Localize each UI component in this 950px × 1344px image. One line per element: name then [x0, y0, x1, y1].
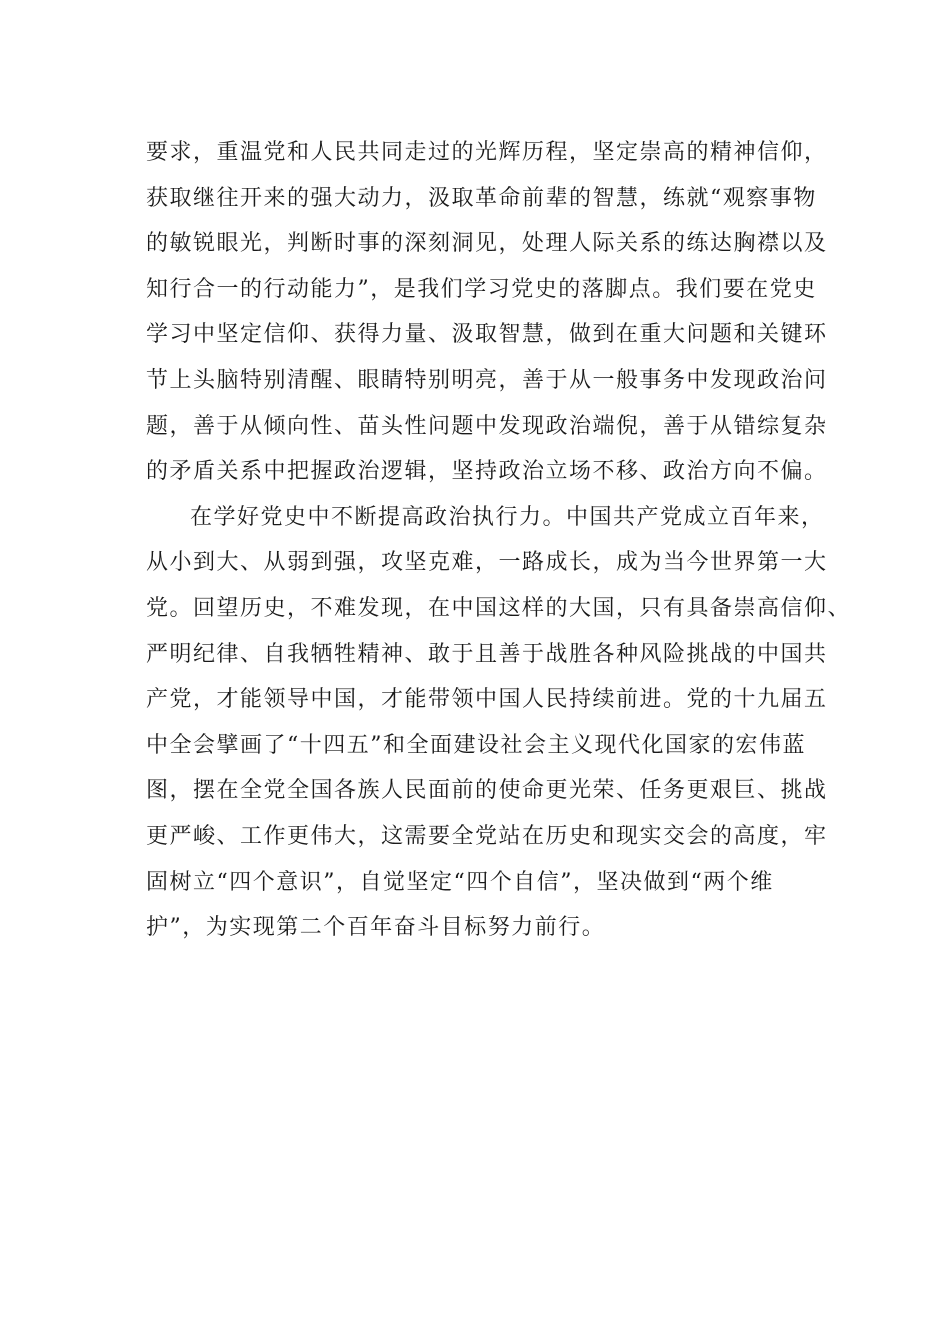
text-line: 更严峻、工作更伟大，这需要全党站在历史和现实交会的高度，牢	[146, 823, 828, 849]
document-body	[146, 130, 852, 951]
paragraph-1	[146, 130, 828, 495]
text-line: 知行合一的行动能力”，是我们学习党史的落脚点。我们要在党史	[146, 276, 817, 302]
text-line: 题，善于从倾向性、苗头性问题中发现政治端倪，善于从错综复杂	[146, 413, 828, 439]
text-line: 的矛盾关系中把握政治逻辑，坚持政治立场不移、政治方向不偏。	[146, 459, 828, 485]
text-line: 要求，重温党和人民共同走过的光辉历程，坚定崇高的精神信仰，	[146, 140, 828, 165]
text-line: 严明纪律、自我牺牲精神、敢于且善于战胜各种风险挑战的中国共	[146, 641, 828, 667]
text-line: 节上头脑特别清醒、眼睛特别明亮，善于从一般事务中发现政治问	[146, 367, 828, 393]
text-line: 学习中坚定信仰、获得力量、汲取智慧，做到在重大问题和关键环	[146, 322, 828, 348]
text-line: 护”，为实现第二个百年奋斗目标努力前行。	[146, 915, 606, 941]
text-line: 产党，才能领导中国，才能带领中国人民持续前进。党的十九届五	[146, 687, 828, 713]
text-line: 的敏锐眼光，判断时事的深刻洞见，处理人际关系的练达胸襟以及	[146, 231, 828, 257]
text-line-indented: 在学好党史中不断提高政治执行力。中国共产党成立百年来，	[190, 504, 825, 530]
text-line: 获取继往开来的强大动力，汲取革命前辈的智慧，练就“观察事物	[146, 185, 817, 211]
text-line: 图，摆在全党全国各族人民面前的使命更光荣、任务更艰巨、挑战	[146, 778, 828, 804]
text-line: 从小到大、从弱到强，攻坚克难，一路成长，成为当今世界第一大	[146, 550, 828, 576]
text-line: 党。回望历史，不难发现，在中国这样的大国，只有具备崇高信仰、	[146, 595, 852, 621]
text-line: 固树立“四个意识”，自觉坚定“四个自信”，坚决做到“两个维	[146, 869, 774, 895]
text-line: 中全会擘画了“十四五”和全面建设社会主义现代化国家的宏伟蓝	[146, 732, 806, 758]
paragraph-2	[146, 495, 852, 951]
